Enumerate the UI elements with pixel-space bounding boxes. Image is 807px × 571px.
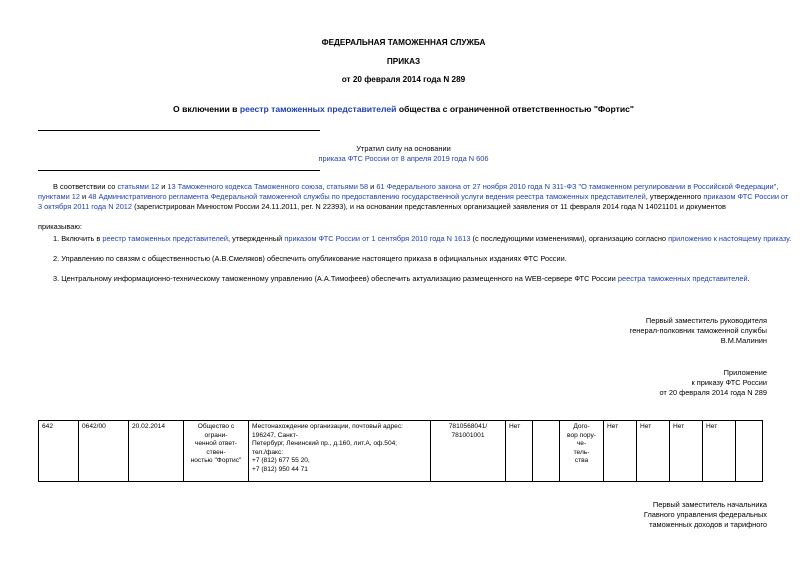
link-admin-regulation[interactable]: 48 Административного регламента Федеральной таможенной службы по предоставлению государственной услуги ведения реестра таможенных представителей: [88, 192, 646, 201]
kpp-line: 781001001: [451, 431, 485, 439]
address-line: тел./факс:: [252, 448, 284, 456]
link-article-58[interactable]: статьями 58: [326, 182, 369, 191]
order-item-3: [38, 274, 768, 284]
item-text: (с последующими изменениями), организацию согласно: [470, 234, 669, 243]
contract-line: Дого-: [573, 423, 590, 430]
link-clause-12[interactable]: пунктами 12: [38, 192, 80, 201]
appendix-block: [659, 368, 767, 399]
signature-block: [630, 316, 767, 347]
cell-flag: Нет: [637, 421, 670, 482]
document-type: ПРИКАЗ: [386, 57, 421, 66]
cell-flag: Нет: [506, 421, 533, 482]
document-title: [0, 104, 807, 114]
org-line: ченной ответ-: [194, 440, 238, 448]
inn-line: 7810568041/: [448, 423, 488, 430]
divider-bottom: [38, 170, 320, 171]
address-line: 196247, Санкт-: [252, 431, 298, 439]
footer-signature: [644, 500, 767, 531]
void-note-line1: Утратил силу на основании: [356, 144, 451, 153]
address-line: Петербург, Ленинский пр., д.160, лит.А, оф.504;: [252, 440, 398, 448]
appendix-line-1: Приложение: [723, 368, 767, 377]
registry-table: [38, 420, 763, 482]
link-registry-2[interactable]: реестра таможенных представителей: [617, 274, 748, 283]
item-text: 1. Включить в: [53, 234, 103, 243]
cell-flag: Нет: [604, 421, 637, 482]
org-line: ствен-: [206, 448, 226, 456]
cell-inn-kpp: [431, 421, 506, 482]
contract-line: ства: [574, 457, 589, 465]
preamble-line-3: [38, 202, 768, 212]
signature-line-2: генерал-полковник таможенной службы: [629, 326, 767, 336]
preamble-text: , утвержденного: [645, 192, 704, 201]
item-text: .: [747, 274, 750, 283]
preamble-text: ,: [322, 182, 327, 191]
preamble-text: и: [368, 182, 377, 191]
footer-line-2: Главного управления федеральных: [643, 510, 767, 520]
link-registry[interactable]: реестр таможенных представителей: [102, 234, 229, 243]
cell-date: 20.02.2014: [129, 421, 184, 482]
link-order-date[interactable]: 3 октября 2011 года N 2012: [38, 202, 133, 211]
order-word: приказываю:: [38, 222, 82, 231]
link-order-1613[interactable]: приказом ФТС России от 1 сентября 2010 года N 1613: [284, 234, 471, 243]
preamble-text: и: [80, 192, 89, 201]
footer-line-1: Первый заместитель начальника: [652, 500, 767, 509]
preamble-text: В соответствии со: [53, 182, 118, 191]
link-appendix[interactable]: приложению к настоящему приказу: [668, 234, 790, 243]
item-text: 3. Центральному информационно-техническому таможенному управлению (А.А.Тимофеев) обеспечить актуализацию размещенного на WEB-сервере ФТС России: [53, 274, 618, 283]
cell-flag: Нет: [670, 421, 703, 482]
preamble-line-1: [38, 182, 779, 192]
cell-empty: [736, 421, 763, 482]
appendix-line-3: от 20 февраля 2014 года N 289: [659, 388, 767, 398]
address-line: Местонахождение организации, почтовый адрес:: [252, 423, 403, 430]
cell-flag: Нет: [703, 421, 736, 482]
signature-line-3: В.М.Малинин: [720, 336, 767, 346]
order-item-2: 2. Управлению по связям с общественностью (А.В.Смеляков) обеспечить опубликование настоящего приказа в официальных изданиях ФТС России.: [53, 254, 567, 263]
link-fts-order[interactable]: приказом ФТС России от: [703, 192, 789, 201]
link-customs-code[interactable]: 13 Таможенного кодекса Таможенного союза: [167, 182, 323, 191]
cell-empty: [533, 421, 560, 482]
item-text: .: [789, 234, 792, 243]
preamble-text: и: [159, 182, 168, 191]
title-post: общества с ограниченной ответственностью "Фортис": [396, 104, 634, 114]
cell-address: [249, 421, 431, 482]
cell-contract: [560, 421, 604, 482]
link-article-12[interactable]: статьями 12: [117, 182, 160, 191]
order-item-1: [38, 234, 792, 244]
preamble-text: ,: [776, 182, 779, 191]
cell-number: 642: [39, 421, 79, 482]
agency-name: ФЕДЕРАЛЬНАЯ ТАМОЖЕННАЯ СЛУЖБА: [321, 38, 486, 47]
footer-line-3: таможенных доходов и тарифного: [649, 520, 767, 530]
signature-line-1: Первый заместитель руководителя: [645, 316, 767, 325]
void-note-line2: [0, 154, 807, 163]
item-text: , утвержденный: [228, 234, 285, 243]
org-line: Общество с ограни-: [197, 423, 235, 439]
preamble-line-2: [38, 192, 789, 202]
address-line: +7 (812) 677 55 20,: [252, 457, 310, 465]
link-federal-law[interactable]: 61 Федерального закона от 27 ноября 2010 года N 311-ФЗ "О таможенном регулировании в Российской Федерации": [376, 182, 777, 191]
cell-reg-number: 0642/00: [79, 421, 129, 482]
appendix-line-2: к приказу ФТС России: [691, 378, 767, 388]
document-date-number: от 20 февраля 2014 года N 289: [341, 75, 466, 84]
address-line: +7 (812) 950 44 71: [252, 465, 308, 473]
title-registry-link[interactable]: реестр таможенных представителей: [239, 104, 397, 114]
divider-top: [38, 130, 320, 131]
table-row: [39, 421, 763, 482]
title-pre: О включении в: [173, 104, 240, 114]
preamble-text: (зарегистрирован Минюстом России 24.11.2011, рег. N 22393), и на основании представленных организацией заявления от 11 февраля 2014 года N 14021101 и документов: [132, 202, 726, 211]
contract-line: вор пору-: [567, 431, 596, 439]
contract-line: тель-: [573, 448, 590, 456]
contract-line: че-: [576, 440, 587, 448]
cell-organization: [184, 421, 249, 482]
void-order-link[interactable]: приказа ФТС России от 8 апреля 2019 года N 606: [318, 154, 489, 163]
org-line: ностью "Фортис": [190, 457, 242, 465]
